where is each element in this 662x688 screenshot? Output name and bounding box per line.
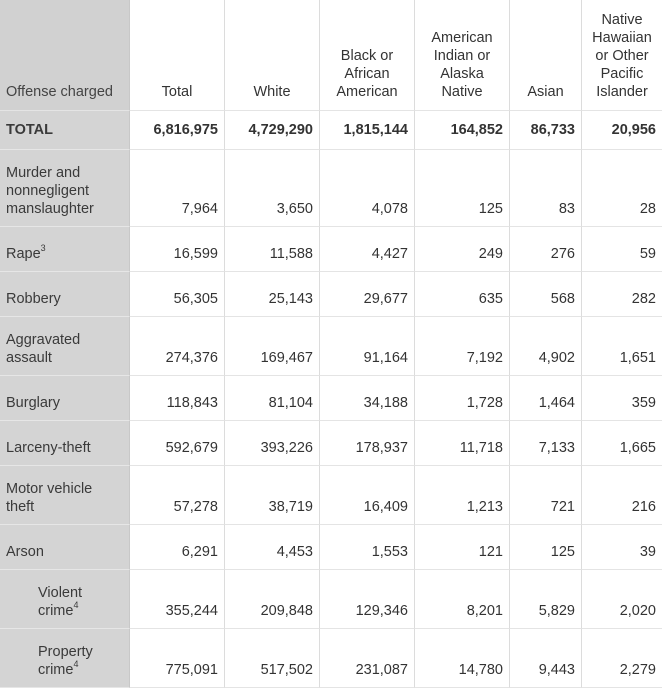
cell-nhopi: 28 [582,150,662,227]
table-row [0,272,662,317]
table-row [0,376,662,421]
cell-asian: 125 [510,525,582,570]
cell-black: 129,346 [320,570,415,629]
cell-asian: 83 [510,150,582,227]
cell-asian: 721 [510,466,582,525]
cell-asian: 4,902 [510,317,582,376]
row-label [0,570,130,629]
cell-asian: 5,829 [510,570,582,629]
cell-black: 4,078 [320,150,415,227]
row-label-text: Larceny-theft [6,440,91,456]
row-label-text: Arson [6,544,44,560]
header-row [0,0,662,111]
cell-white: 81,104 [225,376,320,421]
row-label-text: Property crime [38,644,93,678]
table-row [0,421,662,466]
header-native-hawaiian-or-other-pacific-islander: Native Hawaiian or Other Pacific Islander [582,0,662,111]
cell-total: 592,679 [130,421,225,466]
table-row [0,227,662,272]
footnote-marker: 4 [73,659,79,670]
cell-black: 4,427 [320,227,415,272]
cell-nhopi: 59 [582,227,662,272]
cell-white: 517,502 [225,629,320,688]
cell-nhopi: 282 [582,272,662,317]
row-label [0,525,130,570]
cell-total: 6,291 [130,525,225,570]
cell-nhopi: 2,020 [582,570,662,629]
cell-black: 1,815,144 [320,111,415,150]
cell-nhopi: 2,279 [582,629,662,688]
row-label [0,111,130,150]
cell-aian: 1,213 [415,466,510,525]
row-label [0,629,130,688]
row-label [0,227,130,272]
row-label-text: Aggravated assault [6,332,81,366]
table-row [0,317,662,376]
cell-nhopi: 1,665 [582,421,662,466]
row-label-text: Robbery [6,291,61,307]
cell-white: 4,729,290 [225,111,320,150]
cell-asian: 9,443 [510,629,582,688]
cell-white: 4,453 [225,525,320,570]
cell-white: 3,650 [225,150,320,227]
cell-total: 775,091 [130,629,225,688]
row-label [0,150,130,227]
table-row [0,466,662,525]
row-label-text: Violent crime [38,585,83,619]
row-label [0,421,130,466]
header-black-or-african-american: Black or African American [320,0,415,111]
cell-total: 118,843 [130,376,225,421]
cell-total: 274,376 [130,317,225,376]
footnote-marker: 4 [73,600,79,611]
table-row [0,150,662,227]
row-label-text: Murder and nonnegligent manslaughter [6,165,94,217]
cell-nhopi: 1,651 [582,317,662,376]
row-label [0,376,130,421]
cell-black: 178,937 [320,421,415,466]
row-label [0,466,130,525]
cell-white: 11,588 [225,227,320,272]
header-offense-charged: Offense charged [0,0,130,111]
cell-white: 25,143 [225,272,320,317]
cell-asian: 276 [510,227,582,272]
cell-black: 29,677 [320,272,415,317]
cell-aian: 1,728 [415,376,510,421]
header-white: White [225,0,320,111]
cell-total: 57,278 [130,466,225,525]
cell-black: 16,409 [320,466,415,525]
cell-asian: 568 [510,272,582,317]
cell-aian: 635 [415,272,510,317]
cell-white: 209,848 [225,570,320,629]
table-row [0,629,662,688]
row-label-text: Burglary [6,395,60,411]
header-asian: Asian [510,0,582,111]
header-total: Total [130,0,225,111]
cell-nhopi: 359 [582,376,662,421]
cell-aian: 249 [415,227,510,272]
cell-aian: 164,852 [415,111,510,150]
cell-aian: 125 [415,150,510,227]
cell-total: 6,816,975 [130,111,225,150]
cell-aian: 14,780 [415,629,510,688]
cell-nhopi: 39 [582,525,662,570]
row-label-text: TOTAL [6,122,53,138]
cell-aian: 121 [415,525,510,570]
table-row-total [0,111,662,150]
cell-black: 34,188 [320,376,415,421]
row-label [0,272,130,317]
cell-white: 393,226 [225,421,320,466]
cell-total: 56,305 [130,272,225,317]
row-label-text: Rape [6,246,41,262]
table-row [0,525,662,570]
footnote-marker: 3 [40,243,46,254]
cell-total: 16,599 [130,227,225,272]
cell-asian: 86,733 [510,111,582,150]
row-label-text: Motor vehicle theft [6,481,93,515]
cell-asian: 1,464 [510,376,582,421]
table-row [0,570,662,629]
cell-black: 91,164 [320,317,415,376]
cell-black: 1,553 [320,525,415,570]
cell-nhopi: 20,956 [582,111,662,150]
cell-white: 169,467 [225,317,320,376]
cell-aian: 8,201 [415,570,510,629]
row-label [0,317,130,376]
cell-aian: 11,718 [415,421,510,466]
cell-black: 231,087 [320,629,415,688]
cell-total: 7,964 [130,150,225,227]
cell-aian: 7,192 [415,317,510,376]
cell-white: 38,719 [225,466,320,525]
header-american-indian-or-alaska-native: American Indian or Alaska Native [415,0,510,111]
cell-total: 355,244 [130,570,225,629]
cell-asian: 7,133 [510,421,582,466]
cell-nhopi: 216 [582,466,662,525]
